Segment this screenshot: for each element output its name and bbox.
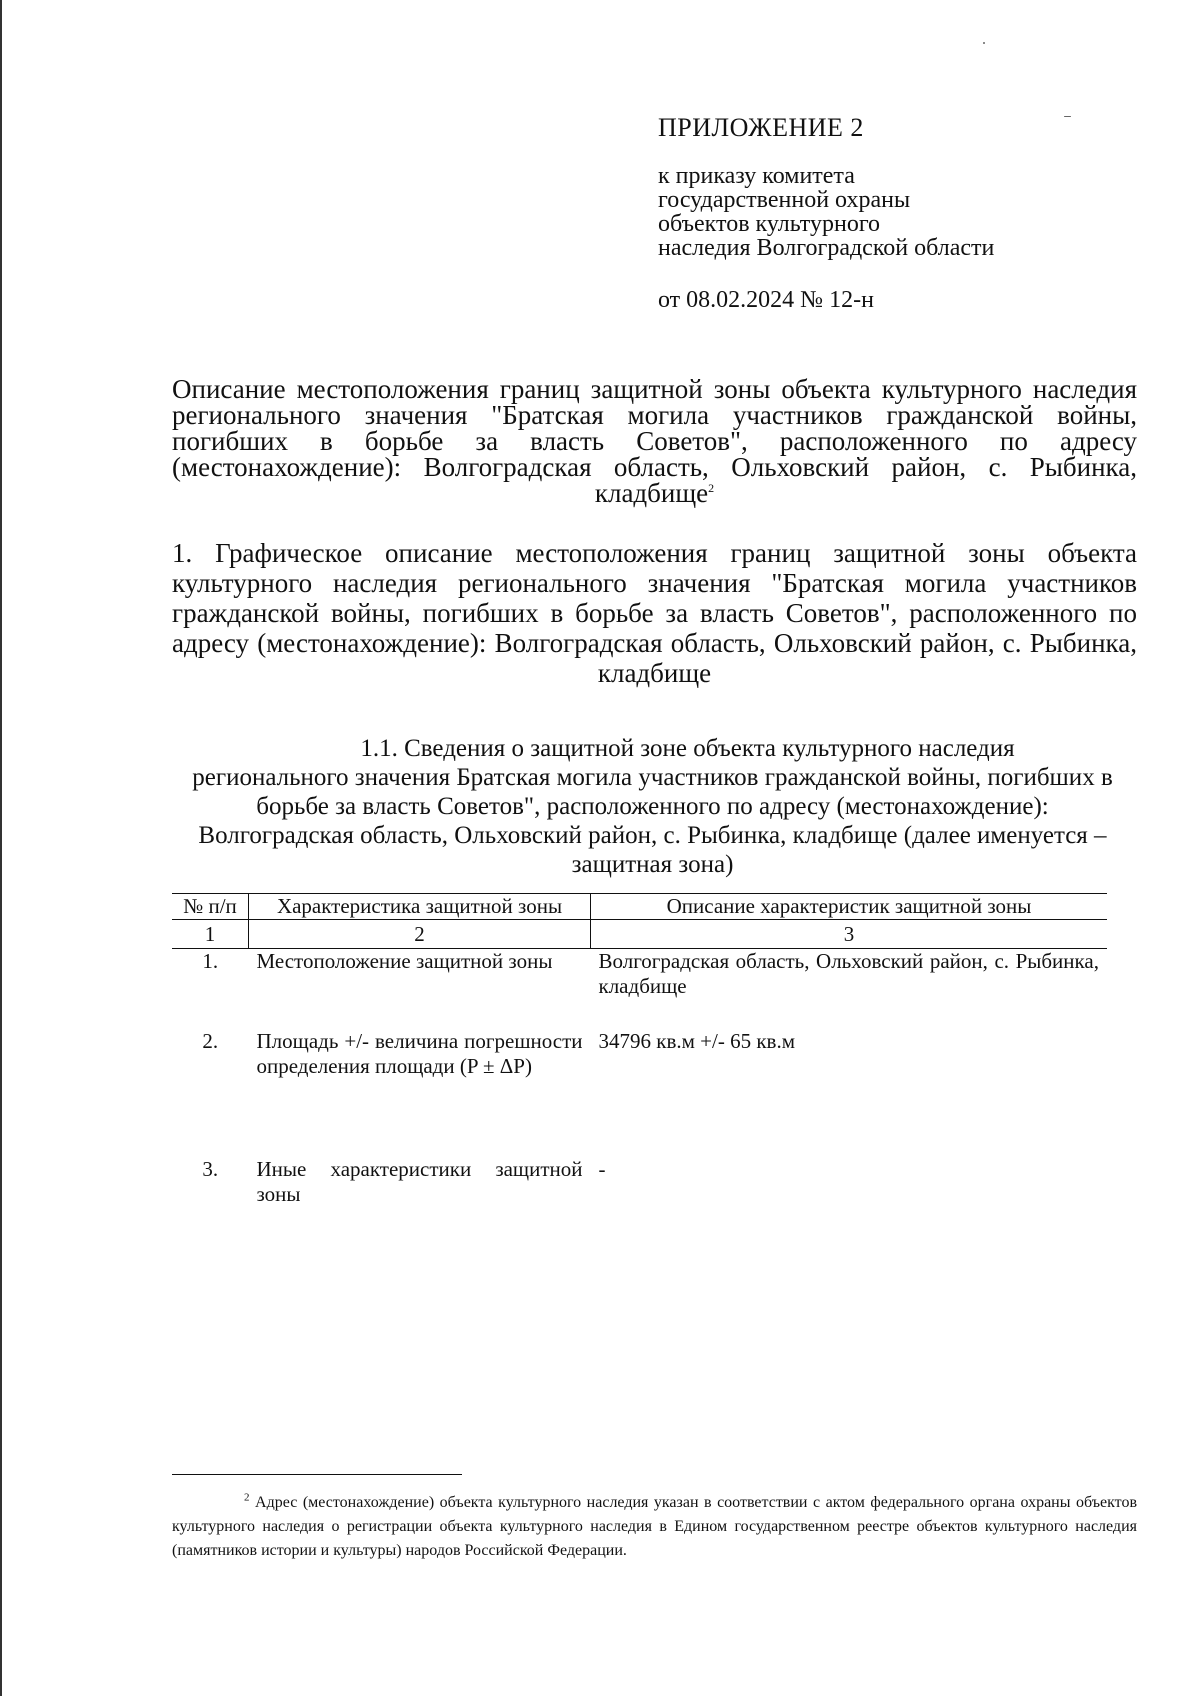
- header-number: № п/п: [172, 894, 249, 920]
- footnote-text: Адрес (местонахождение) объекта культурного наследия указан в соответствии с актом федерального органа охраны объектов культурного наследия о регистрации объекта культурного наследия в Едином государственном реестре объектов культурного наследия (памятников истории и культуры) народов Российской Федерации.: [172, 1494, 1138, 1559]
- table-header-row: [172, 894, 1107, 920]
- table-row: [172, 1157, 1107, 1217]
- appendix-reference-line: государственной охраны: [658, 187, 911, 213]
- column-number: 2: [249, 920, 591, 949]
- document-title: [172, 376, 1137, 506]
- row-characteristic: Иные характеристики защитной зоны: [256, 1157, 583, 1206]
- subsection-rest: регионального значения Братская могила участников гражданской войны, погибших в борьбе за власть Советов", расположенного по адресу (местонахождение): Волгоградская область, Ольховский район, с. Рыбинка, кладбище (далее именуется – защитная зона): [192, 764, 1113, 878]
- section-1-heading: 1. Графическое описание местоположения границ защитной зоны объекта культурного наследия регионального значения "Братская могила участников гражданской войны, погибших в борьбе за власть Советов", расположенного по адресу (местонахождение): Волгоградская область, Ольховский район, с. Рыбинка, кладбище: [172, 538, 1137, 688]
- appendix-block: [658, 113, 1158, 313]
- scan-speck: [983, 42, 985, 44]
- appendix-reference-line: к приказу комитета: [658, 163, 855, 189]
- row-characteristic: Местоположение защитной зоны: [256, 949, 553, 973]
- appendix-title: ПРИЛОЖЕНИЕ 2: [658, 113, 864, 142]
- column-number: 1: [172, 920, 249, 949]
- row-characteristic: Площадь +/- величина погрешности определения площади (P ± ΔP): [256, 1029, 583, 1078]
- appendix-reference-line: наследия Волгоградской области: [658, 235, 995, 261]
- header-characteristic: Характеристика защитной зоны: [249, 894, 591, 920]
- row-number: 2.: [202, 1029, 219, 1053]
- table-row: [172, 1029, 1107, 1157]
- footnote: [172, 1491, 1137, 1563]
- appendix-reference: [658, 164, 1158, 260]
- header-description: Описание характеристик защитной зоны: [591, 894, 1108, 920]
- document-title-text: Описание местоположения границ защитной зоны объекта культурного наследия регионального значения "Братская могила участников гражданской войны, погибших в борьбе за власть Советов", расположенного по адресу (местонахождение): Волгоградская область, Ольховский район, с. Рыбинка, кладбище: [172, 374, 1137, 508]
- row-number: 3.: [202, 1157, 219, 1181]
- row-description: -: [598, 1157, 606, 1181]
- footnote-separator: [172, 1474, 462, 1475]
- row-description: 34796 кв.м +/- 65 кв.м: [598, 1029, 795, 1053]
- column-number: 3: [591, 920, 1108, 949]
- column-number-row: [172, 920, 1107, 949]
- row-number: 1.: [202, 949, 219, 973]
- subsection-first-line: 1.1. Сведения о защитной зоне объекта культурного наследия: [360, 735, 1015, 762]
- order-date-number: от 08.02.2024 № 12-н: [658, 287, 874, 313]
- protective-zone-table: [172, 893, 1107, 1217]
- page-edge: [0, 0, 2, 1696]
- table-row: [172, 949, 1107, 1030]
- subsection-1-1-heading: [185, 734, 1120, 879]
- row-description: Волгоградская область, Ольховский район, с. Рыбинка, кладбище: [598, 949, 1099, 998]
- appendix-reference-line: объектов культурного: [658, 211, 881, 237]
- footnote-reference: 2: [708, 481, 715, 495]
- footnote-mark: 2: [244, 1491, 250, 1504]
